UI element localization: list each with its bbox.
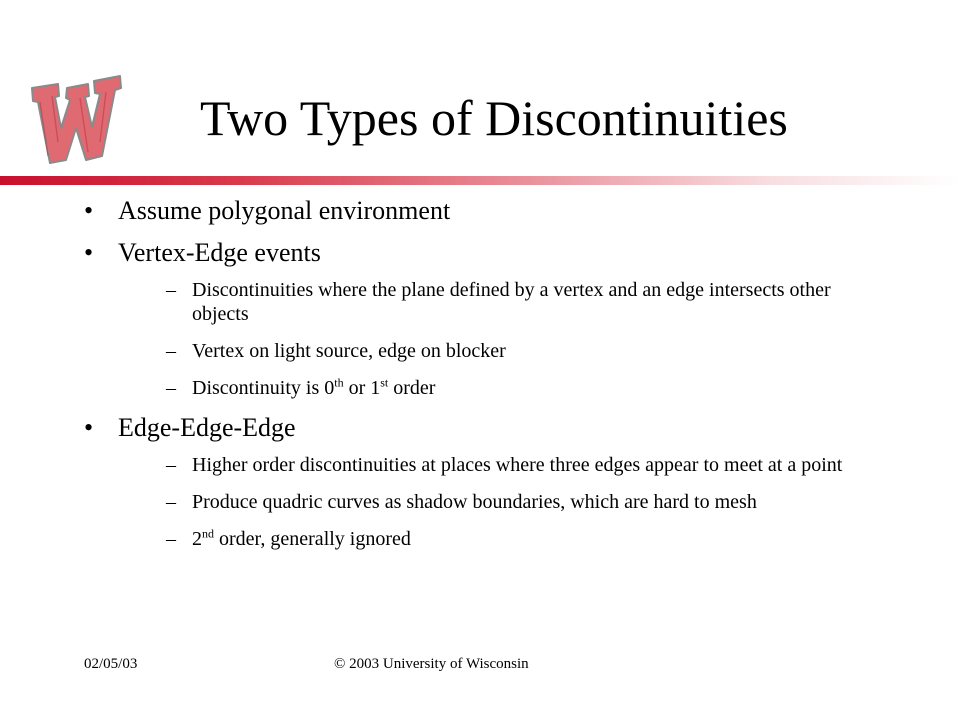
sub-bullet-text xyxy=(192,377,435,399)
text-fragment: order xyxy=(388,377,436,399)
slide-title: Two Types of Discontinuities xyxy=(200,90,788,146)
sub-bullet-item xyxy=(166,490,884,514)
sub-bullet-item xyxy=(166,339,884,363)
slide-content xyxy=(84,196,884,564)
sub-bullet-list xyxy=(118,278,884,400)
sub-bullet-item xyxy=(166,453,884,477)
dash-marker: – xyxy=(166,528,176,550)
sub-bullet-text xyxy=(192,528,411,550)
bullet-item xyxy=(84,413,884,551)
dash-marker: – xyxy=(166,377,176,399)
dash-marker: – xyxy=(166,491,176,513)
bullet-marker: • xyxy=(84,238,94,267)
sub-bullet-text: Vertex on light source, edge on blocker xyxy=(192,340,506,362)
bullet-text: Assume polygonal environment xyxy=(118,196,451,225)
bullet-item xyxy=(84,196,884,226)
university-w-logo xyxy=(28,72,124,164)
text-fragment: 2 xyxy=(192,528,202,550)
dash-marker: – xyxy=(166,340,176,362)
bullet-text: Vertex-Edge events xyxy=(118,238,321,267)
superscript: th xyxy=(334,375,344,390)
dash-marker: – xyxy=(166,454,176,476)
text-fragment: or 1 xyxy=(343,377,381,399)
footer-copyright: © 2003 University of Wisconsin xyxy=(334,656,529,672)
sub-bullet-list xyxy=(118,453,884,551)
sub-bullet-text: Produce quadric curves as shadow boundaries, which are hard to mesh xyxy=(192,491,757,513)
sub-bullet-text: Higher order discontinuities at places where three edges appear to meet at a point xyxy=(192,454,843,476)
sub-bullet-item xyxy=(166,278,884,326)
footer-date: 02/05/03 xyxy=(84,656,138,672)
bullet-text: Edge-Edge-Edge xyxy=(118,413,296,442)
superscript: nd xyxy=(202,526,214,541)
bullet-list xyxy=(84,196,884,551)
sub-bullet-item xyxy=(166,376,884,400)
dash-marker: – xyxy=(166,279,176,301)
text-fragment: order, generally ignored xyxy=(214,528,411,550)
bullet-marker: • xyxy=(84,413,94,442)
superscript: st xyxy=(380,375,389,390)
sub-bullet-text: Discontinuities where the plane defined by a vertex and an edge intersects other objects xyxy=(192,279,831,325)
title-divider xyxy=(0,176,960,185)
bullet-item xyxy=(84,238,884,400)
sub-bullet-item xyxy=(166,527,884,551)
text-fragment: Discontinuity is 0 xyxy=(192,377,335,399)
bullet-marker: • xyxy=(84,196,94,225)
